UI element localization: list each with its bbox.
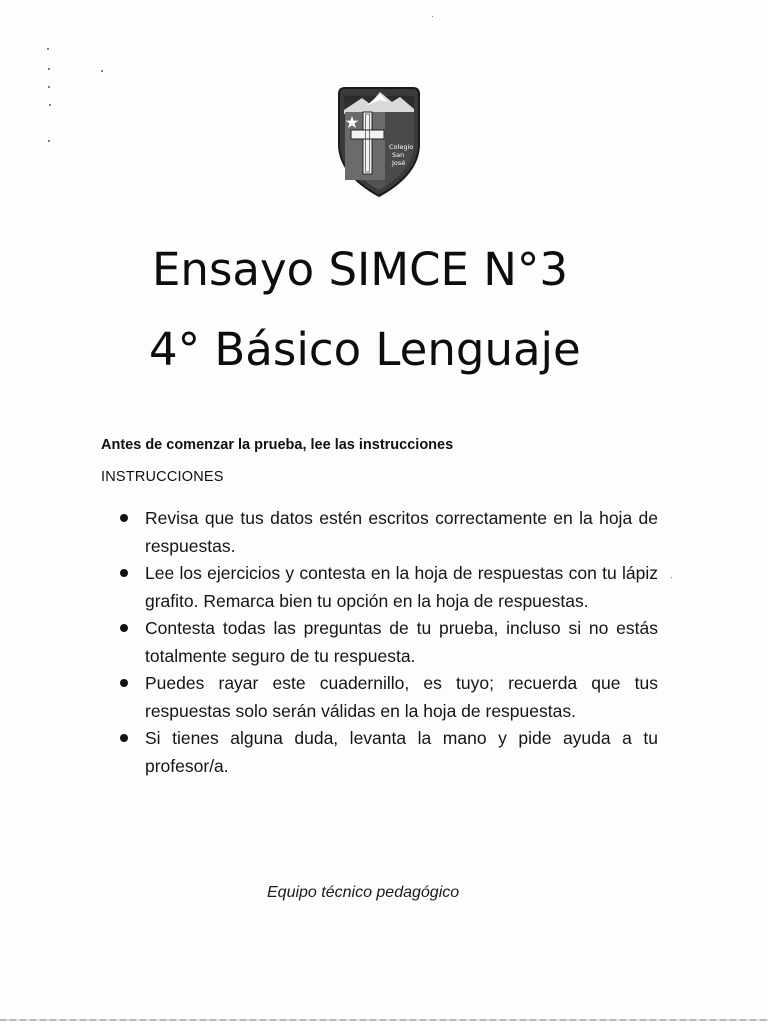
scan-speck: [101, 70, 103, 72]
bullet-icon: [120, 624, 128, 632]
list-item: [118, 725, 658, 780]
instruction-text: Si tienes alguna duda, levanta la mano y pide ayuda a tu profesor/a.: [145, 728, 658, 776]
scan-speck: [48, 68, 50, 70]
instruction-text: Revisa que tus datos estén escritos correctamente en la hoja de respuestas.: [145, 508, 658, 556]
title-line-1: Ensayo SIMCE N°3: [152, 243, 569, 296]
scan-speck: [671, 577, 672, 578]
signature-text: Equipo técnico pedagógico: [267, 884, 460, 901]
svg-text:José: José: [392, 159, 406, 167]
scan-speck: [49, 104, 51, 106]
instruction-text: Contesta todas las preguntas de tu prueba, incluso si no estás totalmente seguro de tu respuesta.: [145, 618, 658, 666]
scan-speck: [47, 48, 49, 50]
title-line-2: 4° Básico Lenguaje: [149, 323, 581, 376]
scan-bottom-edge: [0, 1019, 768, 1021]
bullet-icon: [120, 514, 128, 522]
instruction-text: Puedes rayar este cuadernillo, es tuyo; recuerda que tus respuestas solo serán válidas en la hoja de respuestas.: [145, 673, 658, 721]
instructions-list: [118, 505, 658, 780]
bullet-icon: [120, 734, 128, 742]
bullet-icon: [120, 679, 128, 687]
intro-text: Antes de comenzar la prueba, lee las instrucciones: [101, 437, 454, 453]
document-title: [149, 238, 581, 382]
bullet-icon: [120, 569, 128, 577]
list-item: [118, 670, 658, 725]
instructions-heading: INSTRUCCIONES: [101, 469, 224, 485]
svg-text:San: San: [392, 151, 405, 159]
list-item: [118, 615, 658, 670]
list-item: [118, 505, 658, 560]
scan-speck: [48, 86, 50, 88]
svg-text:Colegio: Colegio: [389, 143, 414, 151]
scan-speck: [48, 140, 50, 142]
school-crest-logo: [336, 82, 422, 200]
scan-speck: [432, 16, 433, 17]
list-item: [118, 560, 658, 615]
instruction-text: Lee los ejercicios y contesta en la hoja de respuestas con tu lápiz grafito. Remarca bien tu opción en la hoja de respuestas.: [145, 563, 658, 611]
